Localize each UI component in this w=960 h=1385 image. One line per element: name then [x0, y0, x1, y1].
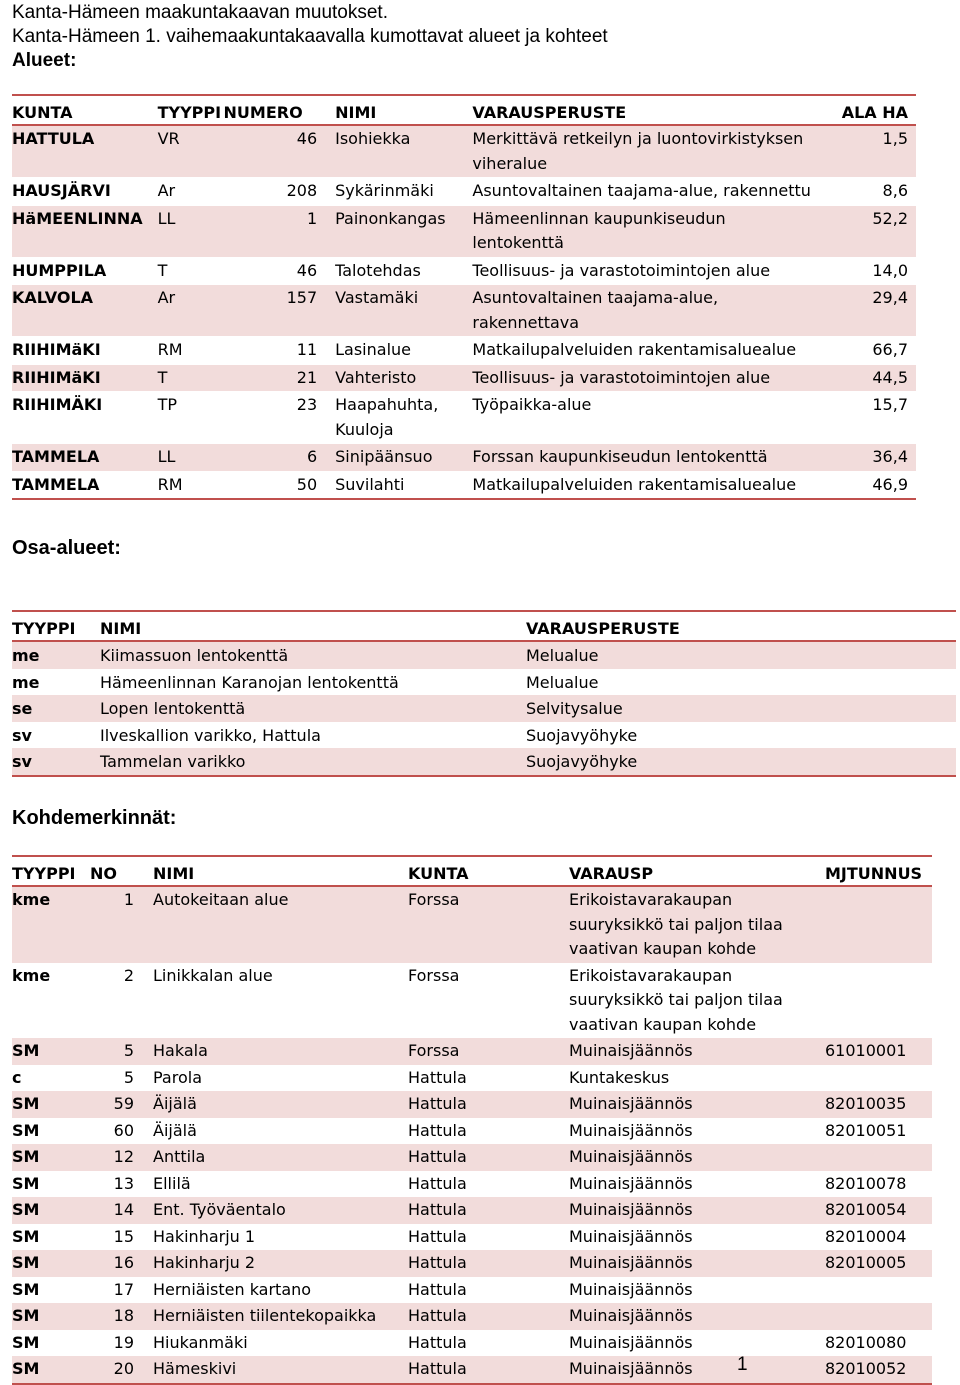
cell-kunta: RIIHIMäKI [12, 364, 158, 392]
table-row [12, 1277, 932, 1304]
cell-ala-ha: 8,6 [882, 181, 908, 200]
cell-tyyppi: SM [12, 1120, 40, 1140]
table-row [12, 1038, 932, 1065]
alueet-heading: Alueet: [12, 50, 77, 71]
table-row [12, 669, 956, 696]
table-row [12, 257, 916, 285]
cell-nimi: Painonkangas [335, 205, 472, 257]
table-row [12, 285, 916, 337]
cell-kunta: RIIHIMäKI [12, 340, 101, 359]
cell-tyyppi: SM [12, 1356, 90, 1384]
cell-varausperuste: Teollisuus- ja varastotoimintojen alue [472, 260, 771, 280]
col-ala-ha: ALA HA [841, 103, 908, 122]
cell-tyyppi: kme [12, 886, 90, 963]
cell-no: 59 [90, 1091, 153, 1118]
table-row [12, 444, 916, 472]
cell-kunta: Hattula [408, 1067, 467, 1087]
col-tyyppi: TYYPPI [12, 864, 76, 883]
cell-ala-ha: 52,2 [814, 205, 916, 257]
cell-tyyppi: SM [12, 1173, 40, 1193]
cell-no: 20 [90, 1356, 153, 1384]
table-row [12, 1330, 932, 1357]
cell-varausperuste: Forssan kaupunkiseudun lentokenttä [472, 444, 813, 472]
cell-no: 5 [90, 1038, 153, 1065]
cell-nimi: Herniäisten kartano [153, 1279, 312, 1299]
cell-nimi: Lasinalue [335, 340, 411, 359]
cell-nimi: Anttila [153, 1144, 408, 1171]
cell-nimi: Lopen lentokenttä [100, 695, 526, 722]
cell-tyyppi: sv [12, 725, 32, 745]
cell-varausp: Muinaisjäännös [569, 1279, 693, 1299]
cell-kunta: Hattula [408, 1091, 569, 1118]
cell-tyyppi: SM [12, 1250, 90, 1277]
cell-numero: 1 [224, 205, 336, 257]
cell-tyyppi: SM [12, 1279, 40, 1299]
osa-alueet-table [12, 610, 956, 777]
cell-mjtunnus: 82010035 [825, 1091, 932, 1118]
cell-nimi: Äijälä [153, 1120, 197, 1140]
cell-kunta: Forssa [408, 886, 569, 963]
cell-kunta: HUMPPILA [12, 260, 107, 280]
cell-nimi: Hämeskivi [153, 1356, 408, 1384]
cell-nimi: Isohiekka [335, 125, 472, 178]
cell-nimi: Hakinharju 2 [153, 1250, 408, 1277]
cell-tyyppi: RM [157, 340, 183, 359]
document-subtitle: Kanta-Hämeen 1. vaihemaakuntakaavalla kumottavat alueet ja kohteet [12, 26, 608, 47]
cell-nimi: Suvilahti [335, 474, 405, 494]
cell-tyyppi: SM [12, 1332, 40, 1352]
cell-tyyppi: Ar [157, 181, 176, 200]
table-row [12, 1197, 932, 1224]
table-row [12, 337, 916, 365]
cell-tyyppi: me [12, 672, 40, 692]
cell-kunta: HATTULA [12, 125, 158, 178]
cell-mjtunnus [825, 886, 932, 963]
cell-kunta: Hattula [408, 1250, 569, 1277]
cell-nimi: Ellilä [153, 1173, 191, 1193]
table-row [12, 1065, 932, 1092]
cell-ala-ha: 66,7 [872, 340, 908, 359]
cell-numero: 157 [224, 285, 336, 337]
cell-kunta: KALVOLA [12, 285, 158, 337]
cell-kunta: Hattula [408, 1197, 569, 1224]
cell-mjtunnus: 82010052 [825, 1356, 932, 1384]
cell-varausperuste: Suojavyöhyke [526, 725, 638, 745]
osa-header-row [12, 611, 956, 641]
cell-kunta: Hattula [408, 1173, 467, 1193]
cell-no: 2 [123, 965, 134, 985]
cell-ala-ha: 15,7 [872, 395, 908, 414]
cell-varausperuste: Hämeenlinnan kaupunkiseudun lentokenttä [472, 205, 813, 257]
alueet-table [12, 94, 916, 500]
cell-nimi: Linikkalan alue [153, 965, 273, 985]
cell-varausp: Erikoistavarakaupan suuryksikkö tai paljon tilaa vaativan kaupan kohde [569, 886, 825, 963]
cell-no: 12 [90, 1144, 153, 1171]
col-nimi: NIMI [335, 103, 377, 122]
cell-kunta: Forssa [408, 965, 460, 985]
cell-no: 18 [90, 1303, 153, 1330]
cell-nimi: Tammelan varikko [100, 748, 526, 776]
cell-no: 15 [113, 1226, 134, 1246]
table-row [12, 1224, 932, 1251]
table-row [12, 392, 916, 444]
cell-mjtunnus: 82010080 [825, 1332, 907, 1352]
cell-varausp: Muinaisjäännös [569, 1303, 825, 1330]
cell-nimi: Talotehdas [335, 260, 421, 280]
cell-mjtunnus [825, 1277, 932, 1304]
cell-numero: 46 [224, 125, 336, 178]
cell-nimi: Hakala [153, 1038, 408, 1065]
table-row [12, 748, 956, 776]
cell-tyyppi: c [12, 1067, 22, 1087]
cell-ala-ha: 1,5 [814, 125, 916, 178]
table-row [12, 1118, 932, 1145]
table-row [12, 722, 956, 749]
cell-tyyppi: me [12, 641, 100, 669]
col-varausp: VARAUSP [569, 864, 654, 883]
cell-numero: 21 [224, 364, 336, 392]
cell-tyyppi: SM [12, 1226, 40, 1246]
cell-numero: 208 [286, 181, 318, 200]
cell-mjtunnus [825, 1303, 932, 1330]
cell-varausp: Kuntakeskus [569, 1067, 670, 1087]
table-row [12, 641, 956, 669]
cell-tyyppi: sv [12, 748, 100, 776]
table-row [12, 205, 916, 257]
cell-kunta: Hattula [408, 1279, 467, 1299]
page-number: 1 [737, 1354, 748, 1375]
cell-varausperuste: Suojavyöhyke [526, 748, 956, 776]
cell-mjtunnus: 82010005 [825, 1250, 932, 1277]
col-tyyppi: TYYPPI [157, 103, 222, 122]
cell-tyyppi: se [12, 695, 100, 722]
cell-nimi: Ent. Työväentalo [153, 1197, 408, 1224]
cell-varausp: Muinaisjäännös [569, 1173, 693, 1193]
cell-tyyppi: kme [12, 965, 51, 985]
cell-kunta: Hattula [408, 1303, 569, 1330]
cell-varausp: Muinaisjäännös [569, 1197, 825, 1224]
cell-tyyppi: T [157, 260, 168, 280]
col-mjtunnus: MJTUNNUS [825, 864, 923, 883]
cell-varausperuste: Melualue [526, 641, 956, 669]
col-no: NO [90, 864, 117, 883]
cell-varausperuste: Teollisuus- ja varastotoimintojen alue [472, 364, 813, 392]
cell-nimi: Kiimassuon lentokenttä [100, 641, 526, 669]
cell-tyyppi: LL [158, 205, 224, 257]
cell-tyyppi: SM [12, 1144, 90, 1171]
cell-varausperuste: Työpaikka-alue [472, 395, 592, 414]
table-row [12, 1171, 932, 1198]
cell-mjtunnus: 61010001 [825, 1038, 932, 1065]
cell-tyyppi: VR [158, 125, 224, 178]
cell-mjtunnus [825, 1065, 932, 1092]
cell-tyyppi: TP [157, 395, 178, 414]
cell-varausp: Muinaisjäännös [569, 1091, 825, 1118]
cell-varausp: Erikoistavarakaupan suuryksikkö tai paljon tilaa vaativan kaupan kohde [569, 965, 783, 1034]
cell-nimi: Hämeenlinnan Karanojan lentokenttä [100, 672, 399, 692]
cell-kunta: Hattula [408, 1332, 467, 1352]
cell-tyyppi: LL [158, 444, 224, 472]
cell-ala-ha: 29,4 [814, 285, 916, 337]
cell-numero: 6 [224, 444, 336, 472]
col-kunta: KUNTA [408, 864, 469, 883]
cell-kunta: Hattula [408, 1226, 467, 1246]
table-row [12, 963, 932, 1039]
cell-varausp: Muinaisjäännös [569, 1250, 825, 1277]
cell-varausp: Muinaisjäännös [569, 1356, 825, 1384]
cell-tyyppi: SM [12, 1197, 90, 1224]
cell-kunta: Hattula [408, 1120, 467, 1140]
cell-numero: 23 [296, 395, 318, 414]
cell-ala-ha: 14,0 [872, 260, 908, 280]
cell-no: 60 [113, 1120, 134, 1140]
alueet-header-row [12, 95, 916, 125]
col-varausperuste: VARAUSPERUSTE [472, 103, 627, 122]
cell-tyyppi: T [158, 364, 224, 392]
cell-varausperuste: Asuntovaltainen taajama-alue, rakennettava [472, 285, 813, 337]
cell-kunta: TAMMELA [12, 444, 158, 472]
col-kunta: KUNTA [12, 103, 73, 122]
cell-kunta: TAMMELA [12, 474, 100, 494]
cell-tyyppi: SM [12, 1038, 90, 1065]
cell-no: 13 [113, 1173, 134, 1193]
table-row [12, 886, 932, 963]
cell-kunta: Hattula [408, 1356, 569, 1384]
kohdemerkinnat-heading: Kohdemerkinnät: [12, 807, 177, 829]
table-row [12, 178, 916, 206]
table-row [12, 364, 916, 392]
kohde-header-row [12, 856, 932, 886]
cell-varausperuste: Selvitysalue [526, 695, 956, 722]
cell-numero: 11 [296, 340, 318, 359]
cell-nimi: Sykärinmäki [335, 181, 434, 200]
cell-ala-ha: 46,9 [872, 474, 908, 494]
cell-no: 16 [90, 1250, 153, 1277]
cell-no: 14 [90, 1197, 153, 1224]
cell-varausp: Muinaisjäännös [569, 1144, 825, 1171]
cell-nimi: Herniäisten tiilentekopaikka [153, 1303, 408, 1330]
table-row [12, 471, 916, 499]
cell-no: 5 [123, 1067, 134, 1087]
kohdemerkinnat-table [12, 855, 932, 1385]
table-row [12, 1144, 932, 1171]
cell-nimi: Vastamäki [335, 285, 472, 337]
cell-mjtunnus [825, 1144, 932, 1171]
cell-nimi: Haapahuhta, Kuuloja [335, 395, 439, 439]
cell-nimi: Hiukanmäki [153, 1332, 248, 1352]
col-nimi: NIMI [100, 619, 142, 638]
cell-varausperuste: Matkailupalveluiden rakentamisaluealue [472, 474, 797, 494]
cell-no: 19 [113, 1332, 134, 1352]
cell-varausp: Muinaisjäännös [569, 1120, 693, 1140]
cell-kunta: Hattula [408, 1144, 569, 1171]
cell-nimi: Sinipäänsuo [335, 444, 472, 472]
cell-kunta: HAUSJÄRVI [12, 181, 111, 200]
table-row [12, 125, 916, 178]
cell-varausp: Muinaisjäännös [569, 1226, 693, 1246]
table-row [12, 1303, 932, 1330]
cell-varausperuste: Matkailupalveluiden rakentamisaluealue [472, 340, 797, 359]
cell-varausperuste: Asuntovaltainen taajama-alue, rakennettu [472, 181, 811, 200]
cell-kunta: HäMEENLINNA [12, 205, 158, 257]
cell-mjtunnus: 82010004 [825, 1226, 907, 1246]
col-numero: NUMERO [223, 103, 303, 122]
cell-tyyppi: SM [12, 1091, 90, 1118]
cell-mjtunnus: 82010054 [825, 1197, 932, 1224]
cell-no: 17 [113, 1279, 134, 1299]
cell-no: 1 [90, 886, 153, 963]
cell-nimi: Autokeitaan alue [153, 886, 408, 963]
table-row [12, 1250, 932, 1277]
cell-tyyppi: SM [12, 1303, 90, 1330]
col-varausperuste: VARAUSPERUSTE [526, 619, 680, 638]
cell-mjtunnus: 82010051 [825, 1120, 907, 1140]
cell-tyyppi: Ar [158, 285, 224, 337]
cell-mjtunnus [825, 963, 932, 1039]
cell-nimi: Ilveskallion varikko, Hattula [100, 725, 321, 745]
cell-varausperuste: Merkittävä retkeilyn ja luontovirkistyksen viheralue [472, 125, 813, 178]
cell-nimi: Parola [153, 1067, 202, 1087]
table-row [12, 1356, 932, 1384]
col-nimi: NIMI [153, 864, 195, 883]
cell-ala-ha: 44,5 [814, 364, 916, 392]
cell-mjtunnus: 82010078 [825, 1173, 907, 1193]
document-title: Kanta-Hämeen maakuntakaavan muutokset. [12, 2, 388, 23]
cell-numero: 50 [296, 474, 318, 494]
cell-numero: 46 [296, 260, 318, 280]
col-tyyppi: TYYPPI [12, 619, 76, 638]
cell-varausp: Muinaisjäännös [569, 1038, 825, 1065]
osa-alueet-heading: Osa-alueet: [12, 537, 121, 559]
cell-nimi: Hakinharju 1 [153, 1226, 256, 1246]
cell-tyyppi: RM [157, 474, 183, 494]
table-row [12, 1091, 932, 1118]
cell-varausp: Muinaisjäännös [569, 1332, 693, 1352]
cell-nimi: Vahteristo [335, 364, 472, 392]
cell-varausperuste: Melualue [526, 672, 599, 692]
cell-nimi: Äijälä [153, 1091, 408, 1118]
cell-ala-ha: 36,4 [814, 444, 916, 472]
cell-kunta: Forssa [408, 1038, 569, 1065]
table-row [12, 695, 956, 722]
cell-kunta: RIIHIMÄKI [12, 395, 103, 414]
